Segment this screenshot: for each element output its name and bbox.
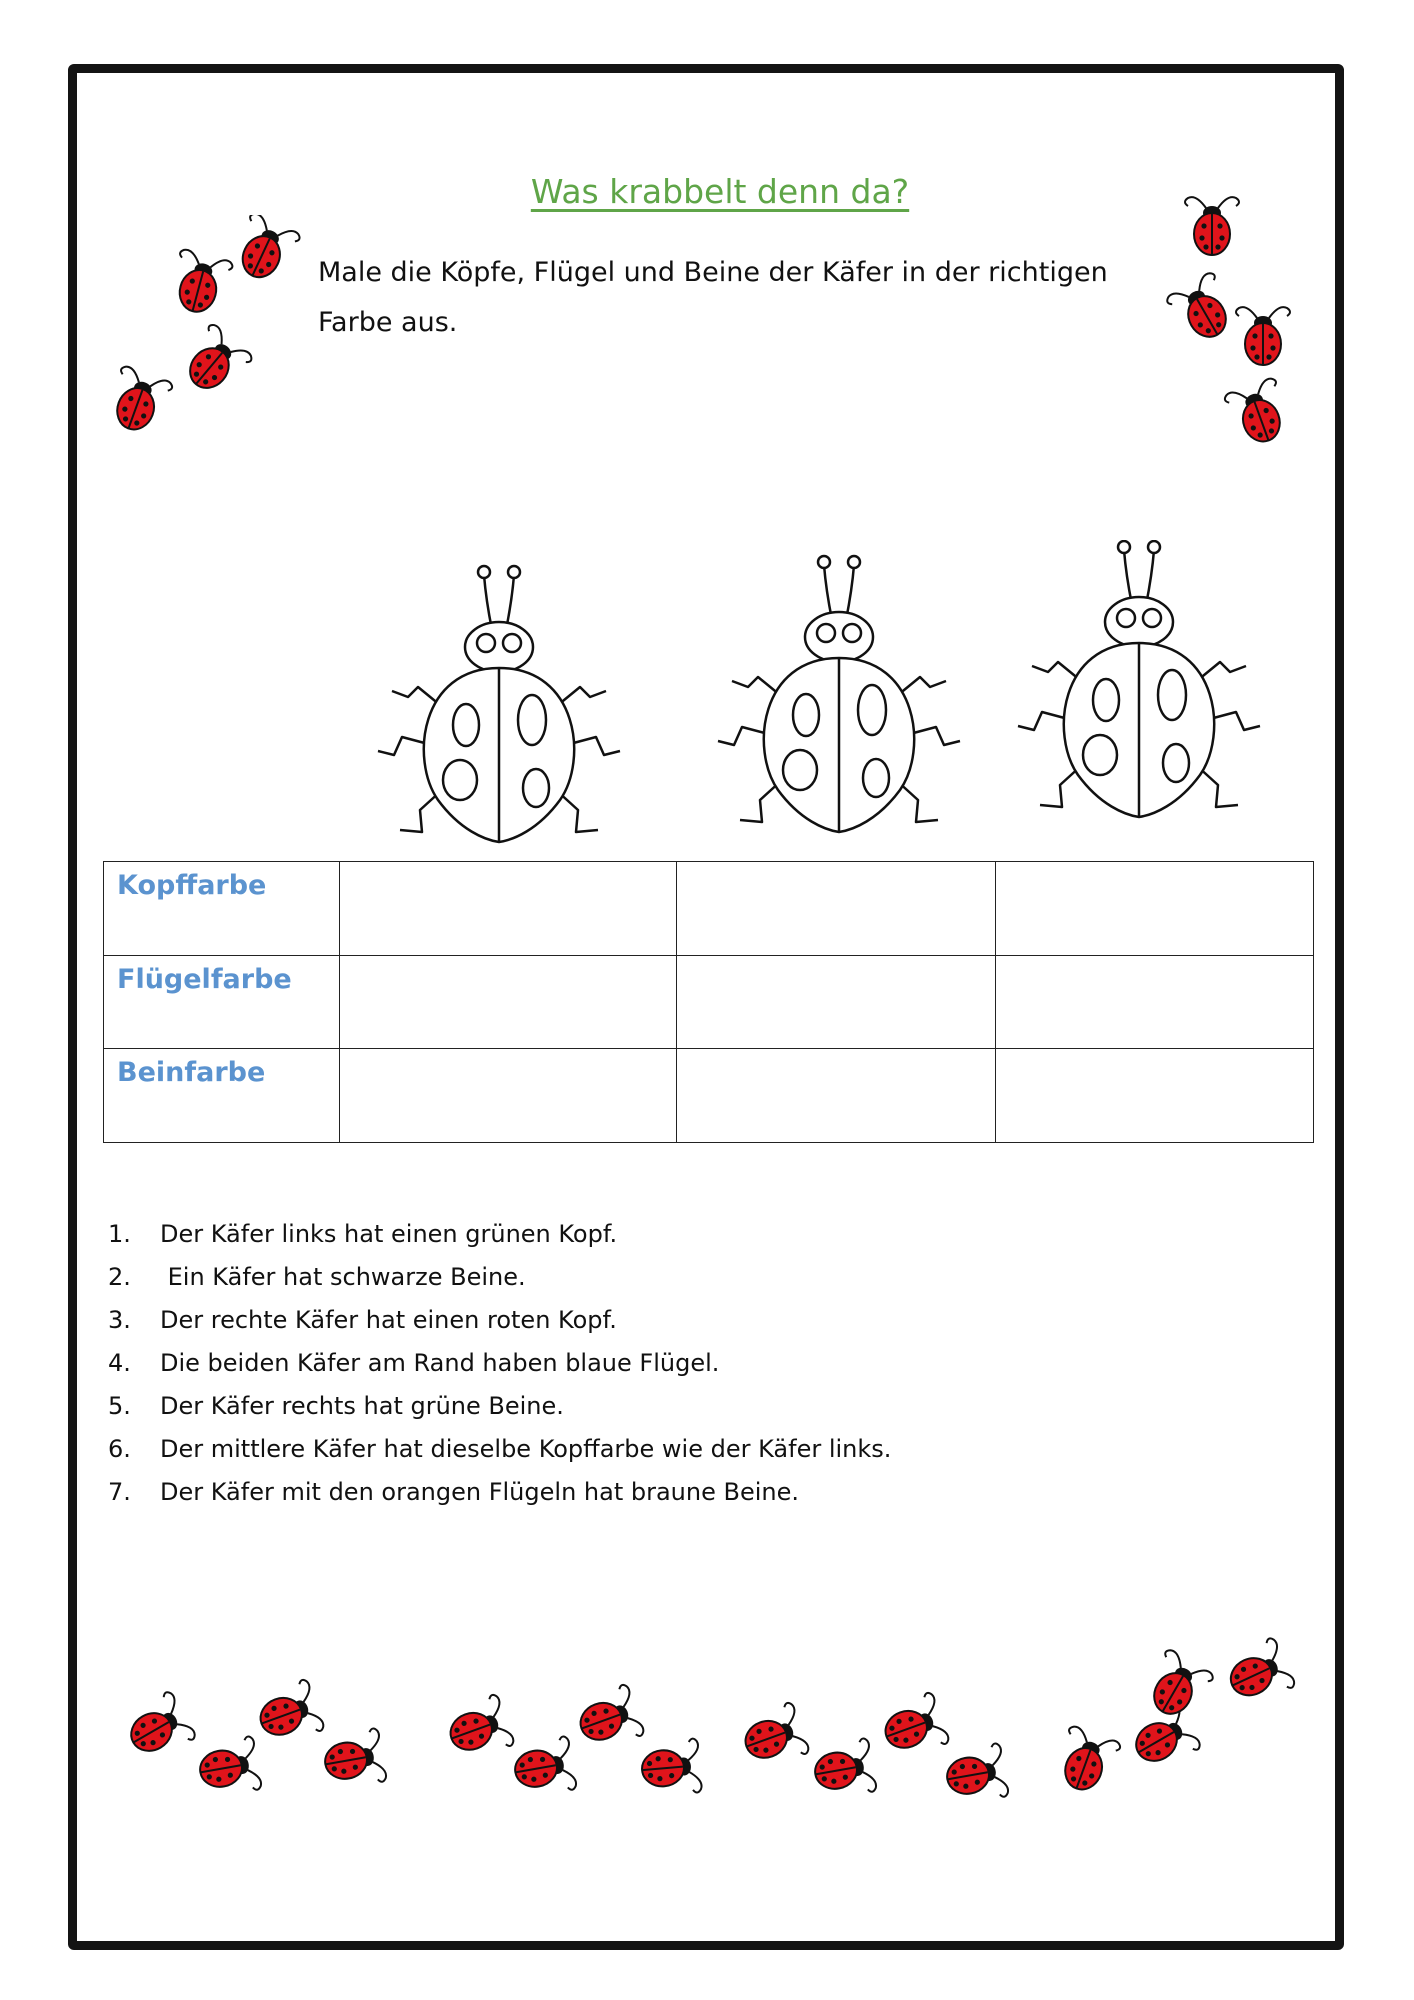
clue-text: Der Käfer links hat einen grünen Kopf. bbox=[160, 1220, 618, 1248]
answer-cell-right-legs[interactable] bbox=[996, 1049, 1314, 1143]
ladybug-icon bbox=[196, 1736, 262, 1799]
clue-number: 5. bbox=[108, 1392, 131, 1420]
ladybug-icon bbox=[640, 1738, 702, 1797]
clue-item bbox=[100, 1471, 891, 1514]
ladybug-icon bbox=[252, 1678, 325, 1749]
answer-cell-left-wings[interactable] bbox=[340, 955, 677, 1049]
clue-item bbox=[100, 1342, 891, 1385]
clue-list bbox=[100, 1213, 891, 1514]
ladybug-icon bbox=[877, 1691, 950, 1762]
clue-number: 1. bbox=[108, 1220, 131, 1248]
ladybug-icon bbox=[511, 1736, 577, 1799]
clue-number: 3. bbox=[108, 1306, 131, 1334]
ladybug-icon bbox=[1139, 1648, 1215, 1725]
ladybug-icon bbox=[811, 1738, 877, 1801]
clue-item bbox=[100, 1428, 891, 1471]
ladybug-icon bbox=[1221, 1637, 1296, 1710]
ladybug-icon bbox=[572, 1683, 645, 1754]
ladybug-border-bottom bbox=[110, 1620, 1320, 1840]
beetle-outline-icon-right bbox=[1018, 541, 1260, 817]
ladybug-icon bbox=[120, 1690, 197, 1766]
clue-text: Der mittlere Käfer hat dieselbe Kopffarbe wie der Käfer links. bbox=[160, 1435, 892, 1463]
ladybug-icon bbox=[1223, 377, 1294, 450]
color-answer-table bbox=[103, 861, 1314, 1143]
row-label-fluegelfarbe: Flügelfarbe bbox=[104, 955, 340, 1049]
row-label-beinfarbe: Beinfarbe bbox=[104, 1049, 340, 1143]
answer-cell-middle-legs[interactable] bbox=[677, 1049, 996, 1143]
clue-text: Die beiden Käfer am Rand haben blaue Flügel. bbox=[160, 1349, 720, 1377]
clue-text: Der Käfer mit den orangen Flügeln hat braune Beine. bbox=[160, 1478, 799, 1506]
page-title: Was krabbelt denn da? bbox=[530, 172, 910, 211]
ladybug-icon bbox=[1051, 1725, 1122, 1798]
clue-number: 6. bbox=[108, 1435, 131, 1463]
clue-item bbox=[100, 1256, 891, 1299]
ladybug-icon bbox=[1185, 197, 1239, 255]
clue-text: Der rechte Käfer hat einen roten Kopf. bbox=[160, 1306, 617, 1334]
row-label-kopffarbe: Kopffarbe bbox=[104, 862, 340, 956]
ladybug-icon bbox=[103, 365, 174, 438]
clue-text: Der Käfer rechts hat grüne Beine. bbox=[160, 1392, 564, 1420]
clue-item bbox=[100, 1213, 891, 1256]
ladybug-icon bbox=[737, 1701, 810, 1772]
ladybug-icon bbox=[175, 322, 254, 401]
table-row-head-color bbox=[104, 862, 1314, 956]
clue-number: 4. bbox=[108, 1349, 131, 1377]
beetle-outline-icon-left bbox=[378, 566, 620, 842]
clue-text: Ein Käfer hat schwarze Beine. bbox=[160, 1263, 526, 1291]
instruction-text: Male die Köpfe, Flügel und Beine der Käfer in der richtigen Farbe aus. bbox=[318, 257, 1108, 338]
table-row-wing-color bbox=[104, 955, 1314, 1049]
answer-cell-right-wings[interactable] bbox=[996, 955, 1314, 1049]
clue-item bbox=[100, 1299, 891, 1342]
ladybug-icon bbox=[442, 1693, 515, 1764]
clue-number: 7. bbox=[108, 1478, 131, 1506]
answer-cell-left-legs[interactable] bbox=[340, 1049, 677, 1143]
answer-cell-middle-wings[interactable] bbox=[677, 955, 996, 1049]
ladybug-icon bbox=[321, 1728, 387, 1791]
answer-cell-middle-head[interactable] bbox=[677, 862, 996, 956]
ladybug-icon bbox=[1165, 271, 1241, 348]
ladybug-icon bbox=[166, 248, 233, 318]
ladybug-cluster-top-right bbox=[1150, 185, 1300, 465]
beetle-outlines bbox=[360, 540, 1300, 860]
table-row-leg-color bbox=[104, 1049, 1314, 1143]
answer-cell-right-head[interactable] bbox=[996, 862, 1314, 956]
clue-item bbox=[100, 1385, 891, 1428]
beetle-outline-icon-middle bbox=[718, 556, 960, 832]
ladybug-icon bbox=[1236, 307, 1290, 365]
answer-cell-left-head[interactable] bbox=[340, 862, 677, 956]
ladybug-icon bbox=[228, 215, 301, 287]
ladybug-cluster-top-left bbox=[100, 215, 330, 445]
ladybug-icon bbox=[943, 1743, 1009, 1806]
clue-number: 2. bbox=[108, 1263, 131, 1291]
